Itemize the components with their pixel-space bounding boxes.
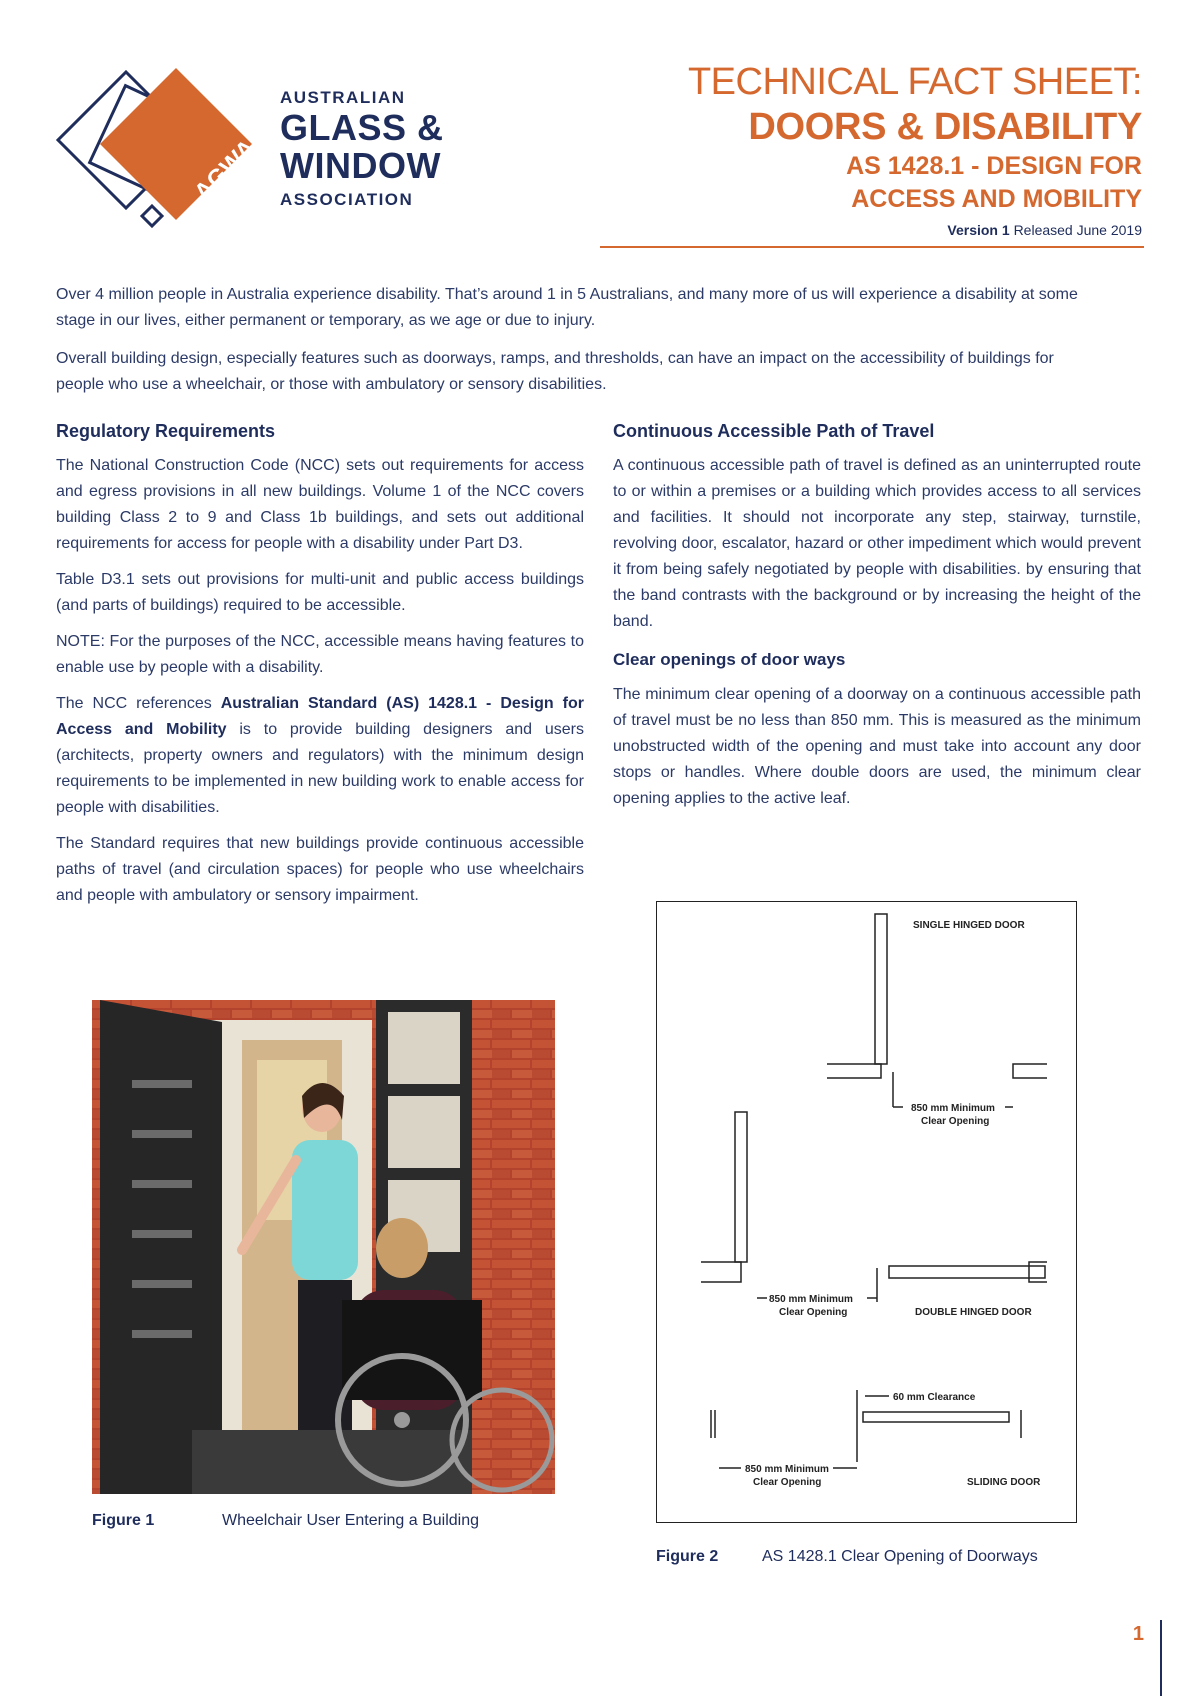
page-number: 1 <box>1132 1623 1144 1645</box>
single-door-dim-line1: 850 mm Minimum <box>911 1103 995 1114</box>
p4-text-post: is to provide building designers and users (architects, property owners and regulators) with the minimum design requirements to be implemented in new building work to enable access for people with disabilities. <box>56 721 584 816</box>
page-title: DOORS & DISABILITY <box>748 106 1142 148</box>
figure-2-caption <box>656 1548 1038 1566</box>
org-name-line3: WINDOW <box>280 145 441 186</box>
path-of-travel-heading: Continuous Accessible Path of Travel <box>613 421 935 441</box>
double-door-wall-left <box>701 1262 741 1282</box>
clear-openings-paragraph: The minimum clear opening of a doorway on a continuous accessible path of travel must be no less than 850 mm. This is measured as the minimum unobstructed width of the opening and must take into account any door stops or handles. Where double doors are used, the minimum clear opening applies to the active leaf. <box>613 686 1141 807</box>
regulatory-paragraph-1: The National Construction Code (NCC) sets out requirements for access and egress provisions in all new buildings. Volume 1 of the NCC covers building Class 2 to 9 and Class 1b buildings, and sets out additional requirements for access for people with a disability under Part D3. <box>56 457 584 552</box>
right-column <box>613 420 1141 822</box>
title-block <box>688 60 1142 216</box>
sheet-kicker: TECHNICAL FACT SHEET: <box>687 61 1142 103</box>
sliding-door-dim-line1: 850 mm Minimum <box>745 1464 829 1475</box>
double-door-leaf-left <box>735 1112 747 1262</box>
figure-1-text: Wheelchair User Entering a Building <box>222 1512 480 1529</box>
single-door-leaf <box>875 914 887 1064</box>
single-door-dim-line2: Clear Opening <box>921 1116 990 1127</box>
single-door-wall-right <box>1013 1064 1047 1078</box>
header-divider <box>600 246 1144 248</box>
standard-reference: Australian Standard (AS) 1428.1 - Design for Access and Mobility <box>56 695 584 738</box>
intro-paragraph-1: Over 4 million people in Australia experience disability. That’s around 1 in 5 Australians, and many more of us will experience a disability at some stage in our lives, either permanent or temporary, as we age or due to injury. <box>56 286 1078 329</box>
regulatory-note: NOTE: For the purposes of the NCC, accessible means having features to enable use by people with a disability. <box>56 633 584 676</box>
clearance-label: 60 mm Clearance <box>893 1392 976 1403</box>
org-name-line4: ASSOCIATION <box>280 190 414 209</box>
regulatory-paragraph-5: The Standard requires that new buildings provide continuous accessible paths of travel (and circulation spaces) for people who use wheelchairs and people with ambulatory or sensory impairment. <box>56 835 584 904</box>
page-subtitle-line1: AS 1428.1 - DESIGN FOR <box>846 152 1142 180</box>
wheelchair-user-illustration <box>92 1000 555 1494</box>
path-of-travel-paragraph: A continuous accessible path of travel is defined as an uninterrupted route to or within a premises or a building which provides access to all services and facilities. It should not incorporate any step, stairway, turnstile, revolving door, escalator, hazard or other impediment which would prevent it from being safely negotiated by people with disabilities. by ensuring that the band contrasts with the background or by increasing the height of the band. <box>613 457 1141 630</box>
intro-paragraph-2: Overall building design, especially features such as doorways, ramps, and thresholds, can have an impact on the accessibility of buildings for people who use a wheelchair, or those with ambulatory or sensory disabilities. <box>56 350 1054 393</box>
regulatory-paragraph-4 <box>56 691 584 821</box>
regulatory-heading: Regulatory Requirements <box>56 421 276 441</box>
single-door-title: SINGLE HINGED DOOR <box>913 920 1025 931</box>
door-clearance-drawing <box>657 902 1075 1521</box>
door-clearance-diagram <box>656 901 1077 1523</box>
version-label: Version 1 <box>947 222 1010 238</box>
org-name <box>280 89 444 208</box>
double-door-dim-line2: Clear Opening <box>779 1307 848 1318</box>
figure-1-caption <box>92 1512 479 1530</box>
org-name-line2: GLASS & <box>280 107 444 148</box>
agwa-logo <box>56 62 456 237</box>
regulatory-paragraph-2: Table D3.1 sets out provisions for multi-unit and public access buildings (and parts of buildings) required to be accessible. <box>56 571 584 614</box>
agwa-logo-mark <box>56 62 266 237</box>
double-door-dim-line1: 850 mm Minimum <box>769 1294 853 1305</box>
p4-text-pre: The NCC references <box>56 695 221 712</box>
sliding-door-dim-line2: Clear Opening <box>753 1477 822 1488</box>
wheelchair-user-photo <box>92 1000 555 1494</box>
figure-2-text: AS 1428.1 Clear Opening of Doorways <box>762 1548 1038 1565</box>
left-column <box>56 420 584 919</box>
sliding-door-panel <box>863 1412 1009 1422</box>
double-door-title: DOUBLE HINGED DOOR <box>915 1307 1032 1318</box>
version-info <box>947 222 1142 238</box>
version-release: Released June 2019 <box>1013 222 1142 238</box>
single-door-wall-left <box>827 1064 881 1078</box>
page-subtitle-line2: ACCESS AND MOBILITY <box>851 185 1142 213</box>
double-door-leaf-right <box>889 1266 1045 1278</box>
org-name-line1: AUSTRALIAN <box>280 88 406 107</box>
logo-wordmark: AGWA <box>189 134 262 207</box>
clear-openings-heading: Clear openings of door ways <box>613 650 846 669</box>
page-margin-rule <box>1160 1620 1162 1696</box>
figure-1-label: Figure 1 <box>92 1512 155 1529</box>
sliding-door-title: SLIDING DOOR <box>967 1477 1041 1488</box>
figure-2-label: Figure 2 <box>656 1548 719 1565</box>
